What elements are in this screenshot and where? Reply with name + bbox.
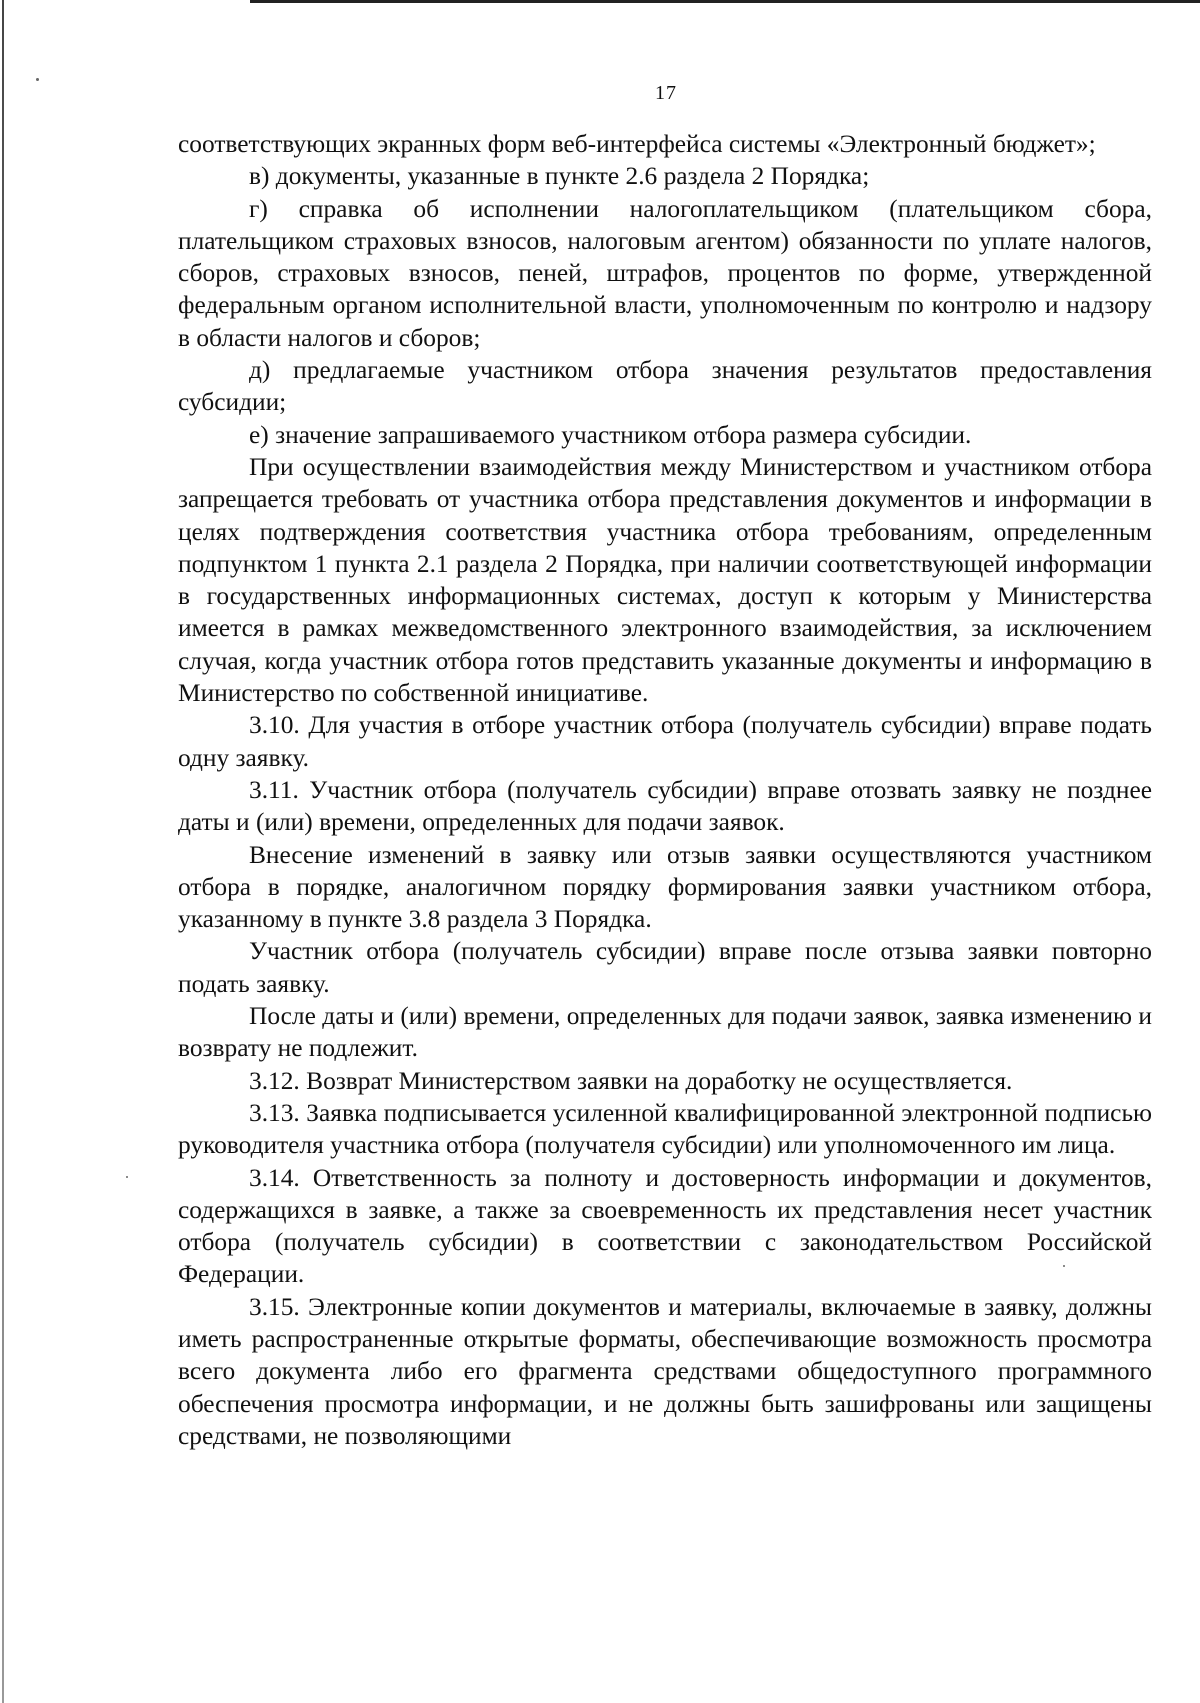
paragraph-p-3-10: 3.10. Для участия в отборе участник отбора (получатель субсидии) вправе подать одну заявку. — [178, 711, 1152, 772]
paragraph-p-3-15: 3.15. Электронные копии документов и материалы, включаемые в заявку, должны иметь распространенные открытые форматы, обеспечивающие возможность просмотра всего документа либо его фрагмента средствами общедоступного программного обеспечения просмотра информации, и не должны быть зашифрованы или защищены средствами, не позволяющими — [178, 1292, 1152, 1450]
scan-speck — [126, 1176, 128, 1178]
paragraph-p-changes: Внесение изменений в заявку или отзыв заявки осуществляются участником отбора в порядке, аналогичном порядку формирования заявки участником отбора, указанному в пункте 3.8 раздела 3 Порядка. — [178, 840, 1152, 934]
paragraph-p-resubmit: Участник отбора (получатель субсидии) вправе после отзыва заявки повторно подать заявку. — [178, 937, 1152, 998]
scan-speck — [36, 78, 39, 81]
scan-speck — [1063, 1265, 1065, 1267]
paragraph-p-3-11: 3.11. Участник отбора (получатель субсидии) вправе отозвать заявку не позднее даты и (или) времени, определенных для подачи заявок. — [178, 775, 1152, 837]
paragraph-interaction: При осуществлении взаимодействия между Министерством и участником отбора запрещается требовать от участника отбора представления документов и информации в целях подтверждения соответствия участника отбора требованиям, определенным подпунктом 1 пункта 2.1 раздела 2 Порядка, при наличии соответствующей информации в государственных информационных системах, доступ к которым у Министерства имеется в рамках межведомственного электронного взаимодействия, за исключением случая, когда участник отбора готов представить указанные документы и информацию в Министерство по собственной инициативе. — [178, 452, 1152, 708]
left-page-edge — [2, 0, 4, 1703]
top-edge-line — [250, 0, 1200, 3]
paragraph-item-e: е) значение запрашиваемого участником отбора размера субсидии. — [249, 420, 972, 449]
document-body — [178, 128, 1152, 1452]
paragraph-item-v: в) документы, указанные в пункте 2.6 раздела 2 Порядка; — [249, 162, 870, 191]
paragraph-p-after-date: После даты и (или) времени, определенных для подачи заявок, заявка изменению и возврату не подлежит. — [178, 1002, 1152, 1063]
paragraph-p-3-14: 3.14. Ответственность за полноту и достоверность информации и документов, содержащихся в заявке, а также за своевременность их представления несет участник отбора (получатель субсидии) в соответствии с законодательством Российской Федерации. — [178, 1163, 1152, 1289]
page-number: 17 — [655, 82, 677, 104]
paragraph-p-3-12: 3.12. Возврат Министерством заявки на доработку не осуществляется. — [249, 1066, 1013, 1095]
paragraph-item-d: д) предлагаемые участником отбора значения результатов предоставления субсидии; — [178, 356, 1152, 417]
paragraph-p-3-13: 3.13. Заявка подписывается усиленной квалифицированной электронной подписью руководителя участника отбора (получателя субсидии) или уполномоченного им лица. — [178, 1098, 1152, 1160]
paragraph-item-g: г) справка об исполнении налогоплательщиком (плательщиком сбора, плательщиком страховых взносов, налоговым агентом) обязанности по уплате налогов, сборов, страховых взносов, пеней, штрафов, процентов по форме, утвержденной федеральным органом исполнительной власти, уполномоченным по контролю и надзору в области налогов и сборов; — [178, 194, 1152, 352]
paragraph-cont-form: соответствующих экранных форм веб-интерфейса системы «Электронный бюджет»; — [178, 130, 1096, 158]
